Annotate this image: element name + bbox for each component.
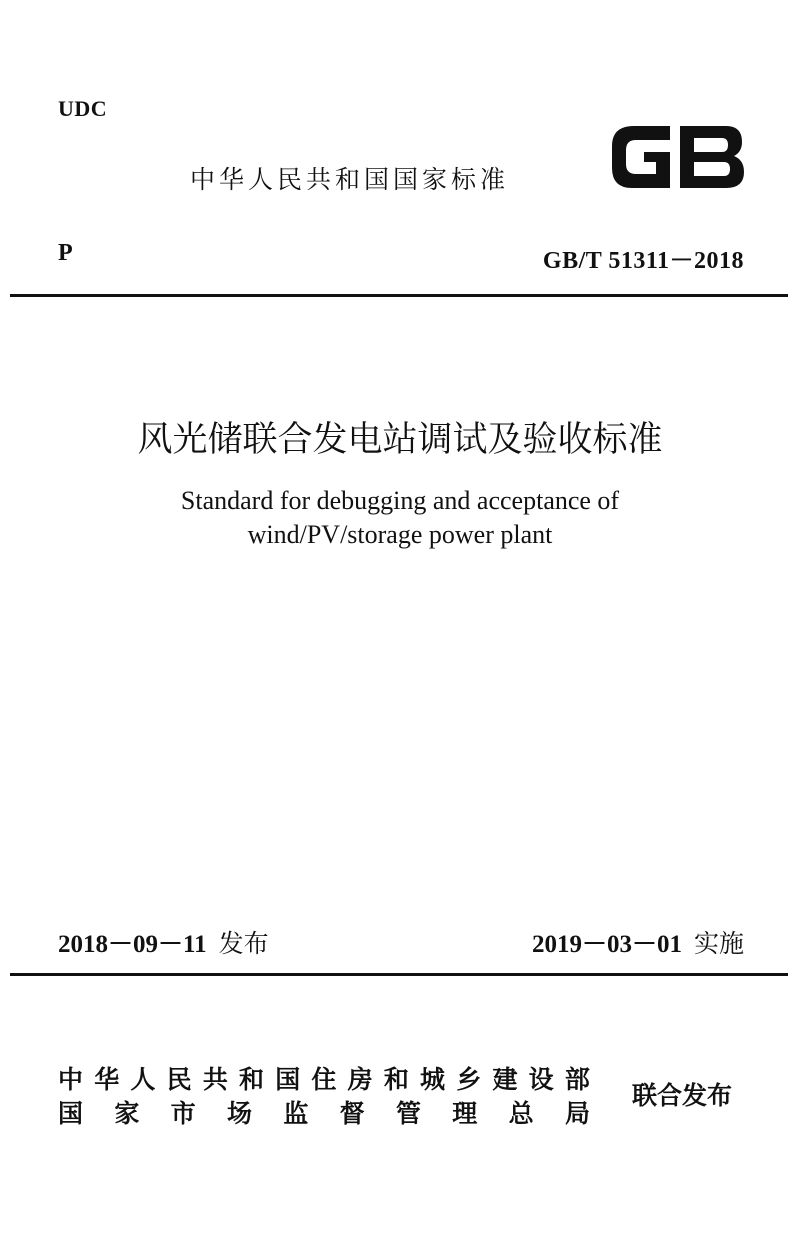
issuer-char: 部	[564, 1065, 590, 1094]
issuer-char: 国	[275, 1065, 301, 1094]
issuer-char: 民	[166, 1065, 192, 1094]
issuer-char: 总	[508, 1099, 534, 1128]
standard-number: GB/T 51311－2018	[542, 248, 744, 274]
title-english-line-2: wind/PV/storage power plant	[247, 520, 553, 549]
issuer-char: 乡	[456, 1065, 482, 1094]
issuer-char: 城	[420, 1065, 446, 1094]
gb-logo-b	[680, 126, 744, 188]
issuer-char: 房	[347, 1065, 373, 1094]
issuer-char: 人	[130, 1065, 156, 1094]
implementation-date: 2019－03－01	[531, 931, 682, 958]
issuer-char: 监	[283, 1099, 309, 1128]
issuer-char: 中	[58, 1065, 84, 1094]
issuer-char: 国	[58, 1099, 84, 1128]
issuer-char: 华	[94, 1065, 120, 1094]
issue-date-block	[58, 924, 269, 960]
top-divider	[10, 294, 788, 297]
udc-label: UDC	[58, 96, 108, 121]
issuer-char: 管	[395, 1099, 421, 1128]
issuer-char: 住	[311, 1065, 337, 1094]
title-chinese: 风光储联合发电站调试及验收标准	[137, 420, 663, 460]
issue-date: 2018－09－11	[58, 931, 207, 958]
issuer-ministry	[58, 1060, 590, 1096]
category-code: P	[58, 240, 73, 266]
implementation-date-block	[532, 924, 744, 960]
gb-logo	[604, 118, 748, 196]
gb-logo-g	[612, 126, 670, 188]
standard-type: 中华人民共和国国家标准	[190, 165, 510, 194]
issuer-char: 和	[239, 1065, 265, 1094]
issuer-char: 场	[226, 1099, 252, 1128]
issuer-char: 家	[114, 1099, 140, 1128]
issue-label: 发布	[218, 929, 269, 958]
implementation-label: 实施	[693, 929, 744, 958]
bottom-divider	[10, 973, 788, 976]
title-english-line-1: Standard for debugging and acceptance of	[180, 486, 620, 515]
issuer-char: 建	[492, 1065, 518, 1094]
issuer-char: 市	[170, 1099, 196, 1128]
issuer-char: 共	[202, 1065, 228, 1094]
issuer-char: 督	[339, 1099, 365, 1128]
issuer-char: 理	[452, 1099, 478, 1128]
issuer-char: 和	[383, 1065, 409, 1094]
issuer-char: 局	[564, 1099, 590, 1128]
joint-issue-label: 联合发布	[632, 1081, 733, 1110]
issuer-administration	[58, 1094, 590, 1130]
issuer-char: 设	[528, 1065, 554, 1094]
